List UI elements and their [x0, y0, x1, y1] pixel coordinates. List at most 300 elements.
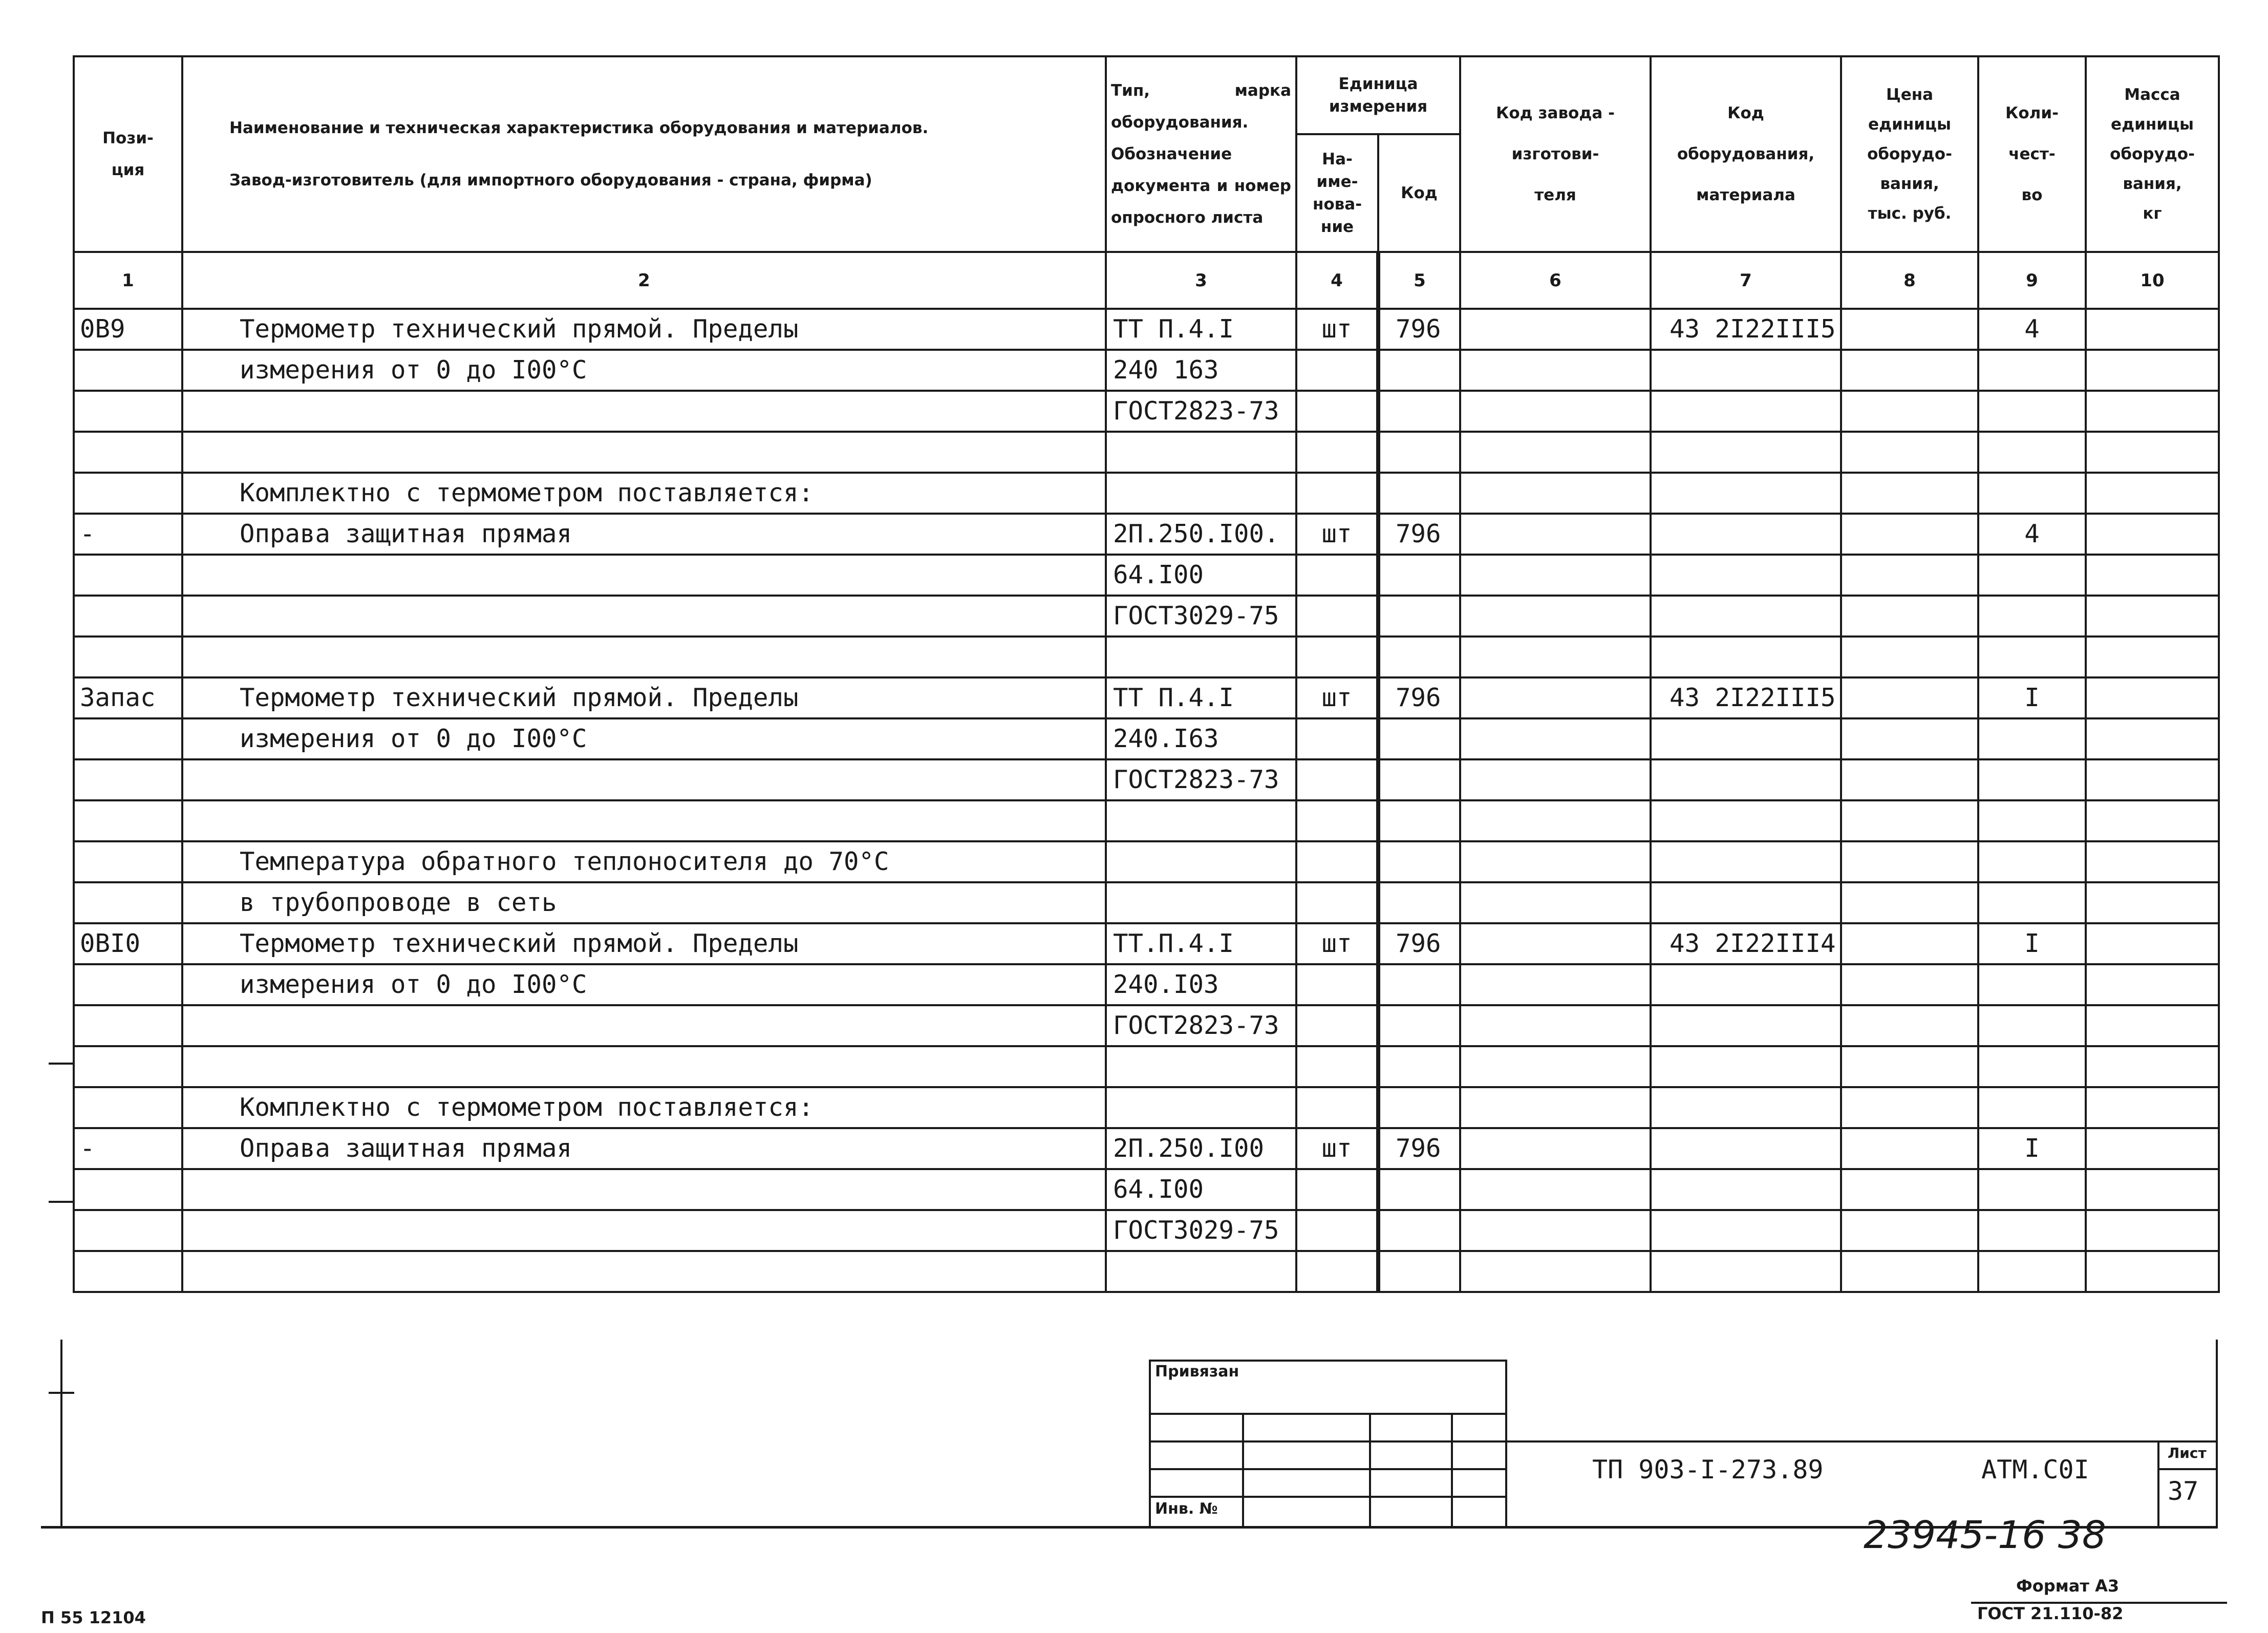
cell-type: [1106, 432, 1296, 473]
cell-unit-code: 796: [1378, 514, 1460, 555]
cell-quantity: [1978, 759, 2086, 800]
cell-name: [182, 759, 1106, 800]
cell-name: [182, 1169, 1106, 1210]
cell-price: [1841, 555, 1978, 596]
cell-plant-code: [1460, 596, 1651, 637]
cell-unit-code: [1378, 1005, 1460, 1046]
cell-unit-code: [1378, 432, 1460, 473]
cell-unit-code: [1378, 718, 1460, 759]
stamp-line: [1149, 1360, 1151, 1528]
cell-price: [1841, 1210, 1978, 1251]
cell-mass: [2086, 1169, 2219, 1210]
cell-position: [74, 759, 182, 800]
cell-price: [1841, 923, 1978, 964]
cell-mass: [2086, 1251, 2219, 1292]
column-number: 7: [1651, 252, 1841, 309]
column-number: 10: [2086, 252, 2219, 309]
column-number: 2: [182, 252, 1106, 309]
stamp-line: [1149, 1496, 1507, 1498]
cell-position: [74, 1210, 182, 1251]
cell-quantity: [1978, 882, 2086, 923]
cell-name: измерения от 0 до I00°C: [182, 350, 1106, 391]
cell-plant-code: [1460, 1251, 1651, 1292]
cell-quantity: [1978, 555, 2086, 596]
cell-plant-code: [1460, 923, 1651, 964]
table-row: [74, 432, 2219, 473]
cell-equipment-code: [1651, 637, 1841, 677]
header-type: Тип, марка оборудования. Обозначение документа и номер опросного листа: [1106, 56, 1296, 252]
cell-plant-code: [1460, 432, 1651, 473]
column-number: 8: [1841, 252, 1978, 309]
cell-name: в трубопроводе в сеть: [182, 882, 1106, 923]
cell-equipment-code: [1651, 596, 1841, 637]
cell-quantity: [1978, 841, 2086, 882]
cell-plant-code: [1460, 964, 1651, 1005]
cell-unit-name: [1296, 1251, 1378, 1292]
header-quantity: Коли- чест- во: [1978, 56, 2086, 252]
cell-name: Комплектно с термометром поставляется:: [182, 1087, 1106, 1128]
table-row: [74, 555, 2219, 596]
cell-unit-name: [1296, 1087, 1378, 1128]
cell-equipment-code: [1651, 432, 1841, 473]
document-code: ТП 903-I-273.89: [1592, 1455, 1824, 1484]
cell-unit-name: [1296, 841, 1378, 882]
cell-plant-code: [1460, 1046, 1651, 1087]
cell-equipment-code: [1651, 1046, 1841, 1087]
table-row: [74, 391, 2219, 432]
cell-unit-name: шт: [1296, 309, 1378, 350]
table-row: [74, 473, 2219, 514]
cell-price: [1841, 514, 1978, 555]
cell-type: ГОСТ3029-75: [1106, 596, 1296, 637]
cell-mass: [2086, 473, 2219, 514]
cell-position: Запас: [74, 677, 182, 718]
cell-unit-name: [1296, 473, 1378, 514]
cell-name: [182, 1210, 1106, 1251]
cell-quantity: [1978, 637, 2086, 677]
cell-price: [1841, 473, 1978, 514]
cell-plant-code: [1460, 514, 1651, 555]
cell-plant-code: [1460, 473, 1651, 514]
cell-quantity: [1978, 1210, 2086, 1251]
cell-unit-name: [1296, 1005, 1378, 1046]
table-row: [74, 841, 2219, 882]
cell-price: [1841, 1128, 1978, 1169]
cell-quantity: I: [1978, 1128, 2086, 1169]
cell-unit-code: [1378, 841, 1460, 882]
cell-mass: [2086, 432, 2219, 473]
cell-unit-code: [1378, 964, 1460, 1005]
cell-name: измерения от 0 до I00°C: [182, 718, 1106, 759]
cell-quantity: [1978, 350, 2086, 391]
cell-position: [74, 1046, 182, 1087]
cell-unit-name: [1296, 1169, 1378, 1210]
header-equipment-code: Код оборудования, материала: [1651, 56, 1841, 252]
cell-unit-code: [1378, 637, 1460, 677]
cell-equipment-code: [1651, 841, 1841, 882]
cell-unit-code: 796: [1378, 677, 1460, 718]
cell-name: Термометр технический прямой. Пределы: [182, 309, 1106, 350]
cell-unit-name: шт: [1296, 677, 1378, 718]
cell-name: Термометр технический прямой. Пределы: [182, 923, 1106, 964]
cell-quantity: 4: [1978, 309, 2086, 350]
cell-equipment-code: [1651, 882, 1841, 923]
cell-mass: [2086, 637, 2219, 677]
cell-position: [74, 718, 182, 759]
table-row: [74, 800, 2219, 841]
cell-name: [182, 800, 1106, 841]
cell-unit-code: [1378, 555, 1460, 596]
cell-type: 240 163: [1106, 350, 1296, 391]
cell-mass: [2086, 596, 2219, 637]
cell-price: [1841, 841, 1978, 882]
cell-price: [1841, 1169, 1978, 1210]
cell-unit-name: шт: [1296, 923, 1378, 964]
cell-quantity: [1978, 473, 2086, 514]
table-row: [74, 964, 2219, 1005]
cell-price: [1841, 1251, 1978, 1292]
stamp-line: [2157, 1440, 2159, 1528]
cell-mass: [2086, 514, 2219, 555]
cell-position: [74, 596, 182, 637]
stamp-title-divider: [1505, 1440, 2218, 1443]
stamp-line: [1505, 1360, 1507, 1528]
cell-price: [1841, 309, 1978, 350]
cell-price: [1841, 882, 1978, 923]
column-number: 1: [74, 252, 182, 309]
cell-unit-code: [1378, 596, 1460, 637]
cell-unit-code: 796: [1378, 923, 1460, 964]
cell-unit-code: [1378, 882, 1460, 923]
column-number: 9: [1978, 252, 2086, 309]
stamp-line: [1149, 1413, 1507, 1415]
header-name-line2: Завод-изготовитель (для импортного оборудования - страна, фирма): [229, 171, 872, 189]
cell-equipment-code: [1651, 473, 1841, 514]
cell-quantity: I: [1978, 677, 2086, 718]
cell-unit-name: [1296, 596, 1378, 637]
cell-type: 64.I00: [1106, 1169, 1296, 1210]
cell-type: [1106, 1251, 1296, 1292]
cell-position: [74, 1169, 182, 1210]
cell-mass: [2086, 1005, 2219, 1046]
header-price: Цена единицы оборудо- вания, тыс. руб.: [1841, 56, 1978, 252]
cell-name: [182, 596, 1106, 637]
cell-equipment-code: [1651, 759, 1841, 800]
cell-quantity: [1978, 1046, 2086, 1087]
cell-mass: [2086, 923, 2219, 964]
cell-unit-name: [1296, 350, 1378, 391]
cell-plant-code: [1460, 555, 1651, 596]
table-row: [74, 718, 2219, 759]
cell-type: ГОСТ2823-73: [1106, 391, 1296, 432]
cell-quantity: I: [1978, 923, 2086, 964]
cell-type: ГОСТ2823-73: [1106, 1005, 1296, 1046]
cell-mass: [2086, 759, 2219, 800]
cell-price: [1841, 637, 1978, 677]
cell-type: 64.I00: [1106, 555, 1296, 596]
cell-mass: [2086, 841, 2219, 882]
cell-quantity: 4: [1978, 514, 2086, 555]
cell-plant-code: [1460, 1087, 1651, 1128]
cell-type: 2П.250.I00.: [1106, 514, 1296, 555]
cell-mass: [2086, 555, 2219, 596]
privyazan-label: Привязан: [1155, 1363, 1239, 1381]
cell-unit-code: [1378, 1210, 1460, 1251]
cell-price: [1841, 759, 1978, 800]
cell-price: [1841, 964, 1978, 1005]
cell-equipment-code: [1651, 800, 1841, 841]
cell-name: [182, 637, 1106, 677]
table-row: [74, 637, 2219, 677]
cell-unit-name: [1296, 555, 1378, 596]
cell-quantity: [1978, 391, 2086, 432]
cell-equipment-code: [1651, 1210, 1841, 1251]
table-row: [74, 514, 2219, 555]
cell-type: ТТ П.4.I: [1106, 677, 1296, 718]
handwritten-number: 23945-16 38: [1864, 1513, 2106, 1557]
cell-type: 2П.250.I00: [1106, 1128, 1296, 1169]
cell-price: [1841, 596, 1978, 637]
cell-plant-code: [1460, 1005, 1651, 1046]
cell-unit-name: шт: [1296, 1128, 1378, 1169]
margin-tick: [49, 1201, 74, 1203]
cell-name: Оправа защитная прямая: [182, 514, 1106, 555]
column-number: 4: [1296, 252, 1378, 309]
cell-type: ТТ П.4.I: [1106, 309, 1296, 350]
cell-position: [74, 473, 182, 514]
cell-name: измерения от 0 до I00°C: [182, 964, 1106, 1005]
cell-quantity: [1978, 596, 2086, 637]
margin-tick: [49, 1063, 74, 1065]
cell-type: 240.I03: [1106, 964, 1296, 1005]
table-row: [74, 1169, 2219, 1210]
cell-type: [1106, 1046, 1296, 1087]
cell-quantity: [1978, 1005, 2086, 1046]
cell-plant-code: [1460, 1128, 1651, 1169]
table-row: [74, 1251, 2219, 1292]
table-row: [74, 759, 2219, 800]
table-row: [74, 309, 2219, 350]
cell-position: [74, 391, 182, 432]
header-unit-name: На- име- нова- ние: [1296, 134, 1378, 252]
cell-quantity: [1978, 1169, 2086, 1210]
cell-unit-code: [1378, 1046, 1460, 1087]
table-row: [74, 1005, 2219, 1046]
header-name-line1: Наименование и техническая характеристика оборудования и материалов.: [229, 119, 929, 137]
cell-quantity: [1978, 800, 2086, 841]
cell-equipment-code: 43 2I22III4: [1651, 923, 1841, 964]
header-name: [182, 56, 1106, 252]
cell-price: [1841, 350, 1978, 391]
cell-plant-code: [1460, 1169, 1651, 1210]
cell-name: [182, 1005, 1106, 1046]
cell-position: [74, 637, 182, 677]
cell-unit-code: [1378, 1169, 1460, 1210]
cell-quantity: [1978, 964, 2086, 1005]
cell-plant-code: [1460, 841, 1651, 882]
cell-mass: [2086, 1128, 2219, 1169]
cell-unit-code: [1378, 473, 1460, 514]
cell-position: [74, 1087, 182, 1128]
cell-position: [74, 432, 182, 473]
cell-plant-code: [1460, 1210, 1651, 1251]
cell-equipment-code: [1651, 1005, 1841, 1046]
cell-position: 0В9: [74, 309, 182, 350]
cell-price: [1841, 432, 1978, 473]
stamp-line: [1149, 1440, 1507, 1443]
table-row: [74, 350, 2219, 391]
table-row: [74, 923, 2219, 964]
cell-name: Температура обратного теплоносителя до 70°C: [182, 841, 1106, 882]
header-unit-code: Код: [1378, 134, 1460, 252]
cell-type: [1106, 1087, 1296, 1128]
cell-equipment-code: [1651, 964, 1841, 1005]
cell-equipment-code: 43 2I22III5: [1651, 677, 1841, 718]
cell-name: [182, 432, 1106, 473]
cell-price: [1841, 391, 1978, 432]
cell-plant-code: [1460, 800, 1651, 841]
cell-unit-name: шт: [1296, 514, 1378, 555]
cell-unit-code: [1378, 350, 1460, 391]
cell-unit-name: [1296, 637, 1378, 677]
column-number: 5: [1378, 252, 1460, 309]
cell-mass: [2086, 964, 2219, 1005]
cell-unit-name: [1296, 1046, 1378, 1087]
cell-unit-code: 796: [1378, 1128, 1460, 1169]
cell-name: [182, 1251, 1106, 1292]
cell-price: [1841, 718, 1978, 759]
cell-name: Оправа защитная прямая: [182, 1128, 1106, 1169]
cell-unit-code: [1378, 759, 1460, 800]
table-row: [74, 882, 2219, 923]
cell-mass: [2086, 677, 2219, 718]
cell-position: [74, 964, 182, 1005]
cell-mass: [2086, 309, 2219, 350]
cell-unit-name: [1296, 964, 1378, 1005]
format-label: Формат А3: [2016, 1576, 2120, 1596]
cell-equipment-code: [1651, 555, 1841, 596]
cell-equipment-code: [1651, 718, 1841, 759]
specification-table: [73, 55, 2220, 1293]
cell-name: [182, 391, 1106, 432]
stamp-line: [1242, 1413, 1244, 1528]
cell-plant-code: [1460, 882, 1651, 923]
cell-position: 0ВI0: [74, 923, 182, 964]
column-number: 6: [1460, 252, 1651, 309]
cell-mass: [2086, 718, 2219, 759]
header-position: Пози- ция: [74, 56, 182, 252]
frame-left-border: [60, 1340, 62, 1528]
cell-unit-code: [1378, 391, 1460, 432]
cell-type: [1106, 473, 1296, 514]
cell-mass: [2086, 1087, 2219, 1128]
cell-mass: [2086, 1046, 2219, 1087]
cell-plant-code: [1460, 350, 1651, 391]
header-plant-code: Код завода - изготови- теля: [1460, 56, 1651, 252]
cell-plant-code: [1460, 718, 1651, 759]
cell-position: [74, 1251, 182, 1292]
cell-equipment-code: [1651, 1087, 1841, 1128]
cell-unit-name: [1296, 882, 1378, 923]
inventory-number-label: Инв. №: [1155, 1500, 1218, 1518]
header-mass: Масса единицы оборудо- вания, кг: [2086, 56, 2219, 252]
cell-equipment-code: [1651, 1169, 1841, 1210]
cell-quantity: [1978, 1087, 2086, 1128]
cell-position: [74, 841, 182, 882]
stamp-block: [1149, 1360, 2218, 1528]
header-row: [74, 56, 2219, 134]
cell-unit-name: [1296, 759, 1378, 800]
cell-name: Термометр технический прямой. Пределы: [182, 677, 1106, 718]
cell-unit-name: [1296, 1210, 1378, 1251]
column-number: 3: [1106, 252, 1296, 309]
cell-type: ТТ.П.4.I: [1106, 923, 1296, 964]
cell-type: [1106, 637, 1296, 677]
cell-price: [1841, 677, 1978, 718]
cell-type: [1106, 841, 1296, 882]
specification-body: [74, 309, 2219, 1292]
cell-unit-code: [1378, 800, 1460, 841]
table-row: [74, 596, 2219, 637]
cell-plant-code: [1460, 677, 1651, 718]
cell-position: -: [74, 514, 182, 555]
column-number-row: [74, 252, 2219, 309]
cell-mass: [2086, 391, 2219, 432]
cell-mass: [2086, 350, 2219, 391]
stamp-line: [2157, 1468, 2218, 1470]
sheet-label: Лист: [2168, 1445, 2207, 1461]
document-mark: АТМ.С0I: [1981, 1455, 2089, 1484]
cell-type: ГОСТ2823-73: [1106, 759, 1296, 800]
table-row: [74, 1210, 2219, 1251]
header-unit-group: Единица измерения: [1296, 56, 1460, 134]
cell-equipment-code: 43 2I22III5: [1651, 309, 1841, 350]
table-row: [74, 1087, 2219, 1128]
cell-plant-code: [1460, 309, 1651, 350]
stamp-line: [1451, 1413, 1453, 1528]
table-row: [74, 677, 2219, 718]
cell-equipment-code: [1651, 1128, 1841, 1169]
printer-code: П 55 12104: [41, 1608, 146, 1627]
cell-equipment-code: [1651, 391, 1841, 432]
cell-unit-code: [1378, 1087, 1460, 1128]
cell-price: [1841, 1005, 1978, 1046]
cell-mass: [2086, 800, 2219, 841]
cell-price: [1841, 1046, 1978, 1087]
cell-equipment-code: [1651, 514, 1841, 555]
cell-mass: [2086, 1210, 2219, 1251]
stamp-line: [1369, 1413, 1371, 1528]
cell-unit-name: [1296, 391, 1378, 432]
cell-plant-code: [1460, 759, 1651, 800]
cell-position: [74, 350, 182, 391]
cell-type: [1106, 882, 1296, 923]
cell-position: [74, 800, 182, 841]
cell-name: Комплектно с термометром поставляется:: [182, 473, 1106, 514]
cell-position: [74, 1005, 182, 1046]
cell-quantity: [1978, 1251, 2086, 1292]
cell-equipment-code: [1651, 350, 1841, 391]
cell-type: 240.I63: [1106, 718, 1296, 759]
cell-unit-name: [1296, 718, 1378, 759]
cell-equipment-code: [1651, 1251, 1841, 1292]
cell-price: [1841, 800, 1978, 841]
cell-position: [74, 555, 182, 596]
cell-name: [182, 1046, 1106, 1087]
cell-mass: [2086, 882, 2219, 923]
stamp-line: [1149, 1468, 1507, 1470]
cell-name: [182, 555, 1106, 596]
